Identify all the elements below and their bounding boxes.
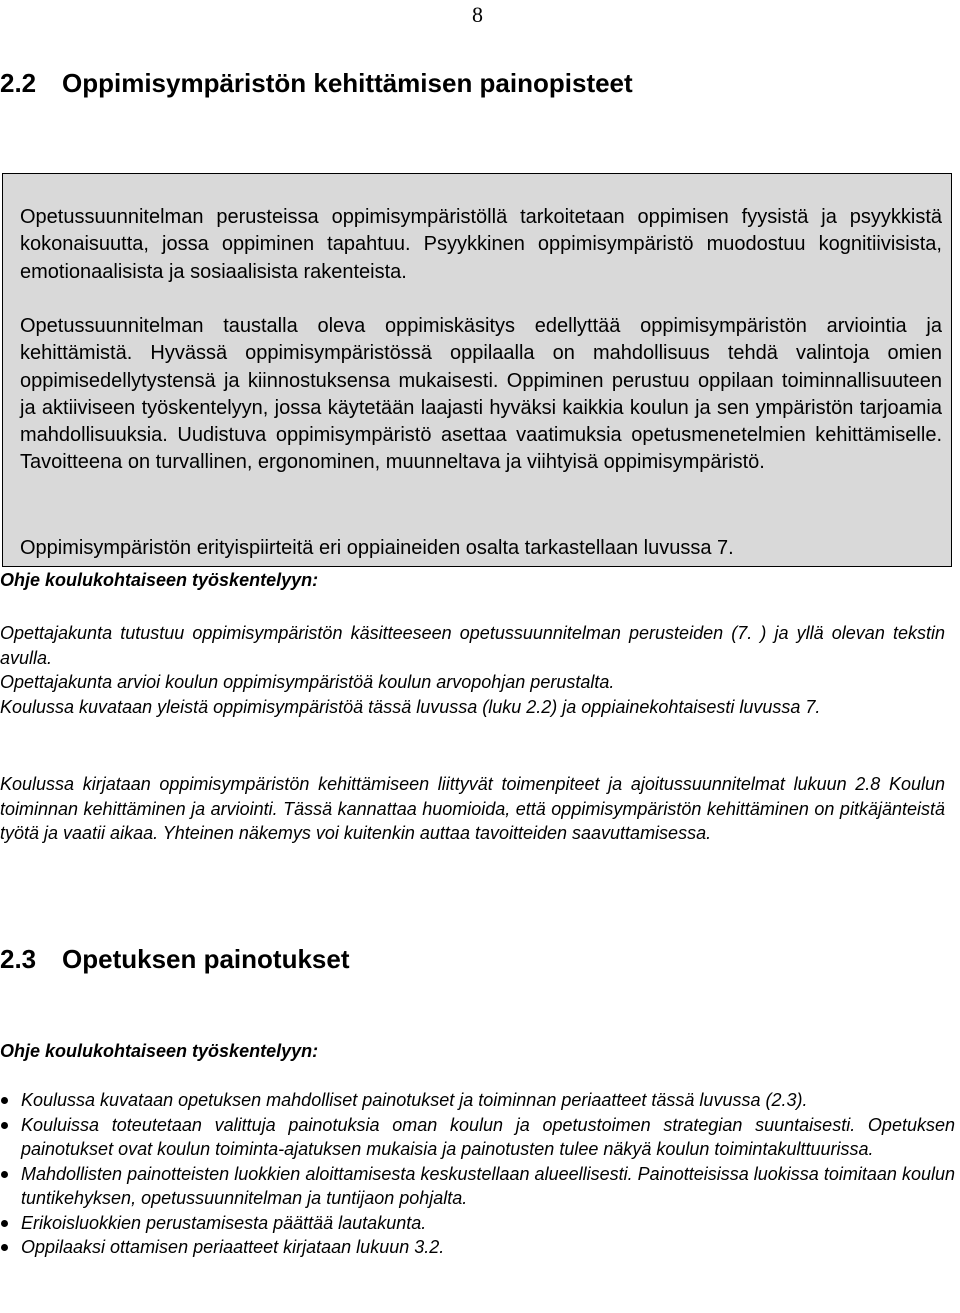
- bullet-list: [0, 1088, 955, 1260]
- list-item-text: Oppilaaksi ottamisen periaatteet kirjataan lukuun 3.2.: [21, 1237, 445, 1257]
- guidance-heading: Ohje koulukohtaiseen työskentelyyn:: [0, 1041, 319, 1061]
- section-heading-2-3: [0, 944, 350, 975]
- box-paragraph-1: Opetussuunnitelman perusteissa oppimisympäristöllä tarkoitetaan oppimisen fyysistä ja psyykkistä kokonaisuutta, jossa oppiminen tapahtuu. Psyykkinen oppimisympäristö muodostuu kognitiivisista, emotionaalisista ja sosiaalisista rakenteista.: [20, 206, 942, 283]
- instruction-line: Koulussa kuvataan yleistä oppimisympäristöä tässä luvussa (luku 2.2) ja oppiainekohtaisesti luvussa 7.: [0, 696, 821, 717]
- list-item-text: Koulussa kuvataan opetuksen mahdolliset painotukset ja toiminnan periaatteet tässä luvussa (2.3).: [21, 1090, 808, 1110]
- instruction-block-a: [0, 621, 945, 719]
- section-number: 2.3: [0, 944, 37, 974]
- bullet-icon: [1, 1220, 8, 1227]
- list-item-text: Mahdollisten painotteisten luokkien aloittamisesta keskustellaan alueellisesti. Painotteisissa luokissa toimitaan koulun tuntikehyksen, opetussuunnitelman ja tuntijaon pohjalta.: [21, 1163, 955, 1208]
- section-number: 2.2: [0, 68, 37, 98]
- instruction-paragraph-b: Koulussa kirjataan oppimisympäristön kehittämiseen liittyvät toimenpiteet ja ajoitussuunnitelmat lukuun 2.8 Koulun toiminnan kehittäminen ja arviointi. Tässä kannattaa huomioida, että oppimisympäristön kehittäminen on pitkäjänteistä työtä ja vaatii aikaa. Yhteinen näkemys voi kuitenkin auttaa tavoitteiden saavuttamisessa.: [0, 774, 945, 843]
- list-item-text: Kouluissa toteutetaan valittuja painotuksia oman koulun ja opetustoimen strategian suuntaisesti. Opetuksen painotukset ovat koulun toiminta-ajatuksen mukaisia ja painotusten tulee näkyä koulun toimintakulttuurissa.: [21, 1114, 955, 1159]
- guidance-heading: Ohje koulukohtaiseen työskentelyyn:: [0, 570, 319, 590]
- section-title: Oppimisympäristön kehittämisen painopisteet: [62, 68, 633, 98]
- section-title: Opetuksen painotukset: [62, 944, 350, 974]
- list-item: [0, 1113, 955, 1162]
- list-item: [0, 1235, 955, 1260]
- bullet-icon: [1, 1244, 8, 1251]
- box-paragraph-2: Opetussuunnitelman taustalla oleva oppimiskäsitys edellyttää oppimisympäristön arviointia ja kehittämistä. Hyvässä oppimisympäristössä oppilaalla on mahdollisuus tehdä valintoja omien oppimisedellytystensä ja kiinnostuksensa mukaisesti. Oppiminen perustuu oppilaan toiminnallisuuteen ja aktiiviseen työskentelyyn, jossa käytetään laajasti hyväksi kaikkia koulun ja sen ympäristön tarjoamia mahdollisuuksia. Uudistuva oppimisympäristö asettaa vaatimuksia opetusmenetelmien kehittämiselle. Tavoitteena on turvallinen, ergonominen, muunneltava ja viihtyisä oppimisympäristö.: [20, 315, 942, 474]
- section-heading-2-2: [0, 68, 633, 99]
- bullet-icon: [1, 1171, 8, 1178]
- box-paragraph-3: Oppimisympäristön erityispiirteitä eri oppiaineiden osalta tarkastellaan luvussa 7.: [20, 537, 734, 559]
- bullet-icon: [1, 1122, 8, 1129]
- list-item: [0, 1211, 955, 1236]
- list-item: [0, 1088, 955, 1113]
- bullet-icon: [1, 1097, 8, 1104]
- instruction-line: Opettajakunta tutustuu oppimisympäristön käsitteeseen opetussuunnitelman perusteiden (7. ) ja yllä olevan tekstin avulla.: [0, 623, 945, 668]
- list-item-text: Erikoisluokkien perustamisesta päättää lautakunta.: [21, 1212, 427, 1233]
- list-item: [0, 1162, 955, 1211]
- page-number: 8: [472, 2, 483, 27]
- instruction-line: Opettajakunta arvioi koulun oppimisympäristöä koulun arvopohjan perustalta.: [0, 672, 615, 692]
